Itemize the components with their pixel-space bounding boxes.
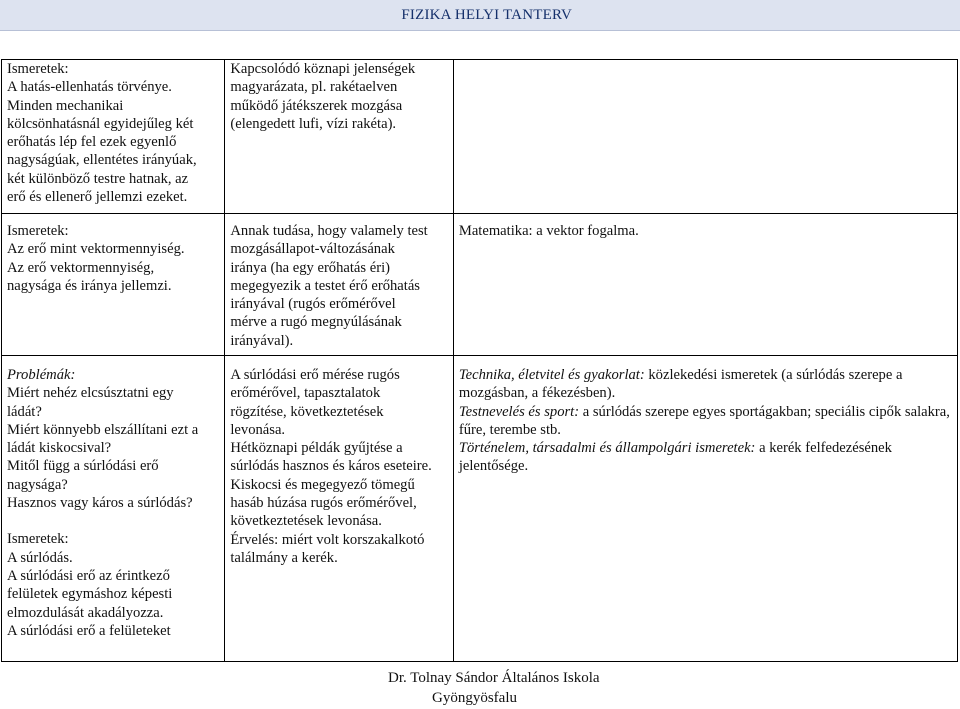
text-line: mérve a rugó megnyúlásának [230, 314, 402, 331]
text-line: A súrlódási erő mérése rugós [230, 367, 400, 383]
subject-text: a súrlódás szerepe egyes sportágakban; speciális cipők salakra, fűre, terembe stb. [458, 403, 950, 438]
section-label: Ismeretek: [7, 61, 69, 77]
text-line: irányával). [230, 332, 294, 349]
text-line: iránya (ha egy erőhatás éri) [230, 259, 390, 276]
text-line: erő és ellenerő jellemzi ezeket. [7, 189, 188, 206]
text-line: A súrlódási erő az érintkező [7, 567, 170, 584]
text-line: találmány a kerék. [230, 549, 338, 566]
curriculum-table [1, 59, 958, 662]
activities-cell [225, 214, 453, 356]
text-line: Érvelés: miért volt korszakalkotó [230, 531, 425, 548]
subject-name: Történelem, társadalmi és állampolgári ismeretek: [458, 440, 756, 457]
connections-cell [453, 60, 957, 214]
text-line: magyarázata, pl. rakétaelven [230, 79, 398, 96]
text-line: felületek egymáshoz képesti [7, 586, 173, 603]
text-line: ládát kiskocsival? [7, 440, 112, 457]
text-line: hasáb húzása rugós erőmérővel, [230, 495, 417, 512]
text-line: Minden mechanikai [7, 97, 124, 114]
section-label: Ismeretek: [7, 531, 69, 548]
connections-cell [453, 356, 957, 662]
cross-curricular-item [459, 403, 953, 440]
text-line: két különböző testre hatnak, az [7, 170, 189, 187]
text-line: Hétköznapi példák gyűjtése a [230, 440, 403, 457]
text-line: Annak tudása, hogy valamely test [230, 223, 428, 239]
document-title: FIZIKA HELYI TANTERV [401, 7, 572, 23]
cross-curricular-item [459, 439, 953, 476]
text-line: Az erő vektormennyiség, [7, 259, 155, 276]
activities-cell [225, 356, 453, 662]
text-line: levonása. [230, 421, 286, 438]
text-line: Kiskocsi és megegyező tömegű [230, 476, 415, 493]
text-line: nagysága? [7, 476, 68, 493]
text-line: Matematika: a vektor fogalma. [458, 223, 639, 239]
text-line: Miért nehéz elcsúsztatni egy [7, 385, 174, 402]
text-line: (elengedett lufi, vízi rakéta). [230, 115, 397, 132]
cross-curricular-item [459, 366, 953, 403]
text-line: mozgásállapot-változásának [230, 241, 395, 258]
table-row [2, 214, 958, 356]
text-line: működő játékszerek mozgása [230, 97, 403, 114]
problems-label: Problémák: [7, 367, 76, 383]
text-line: Kapcsolódó köznapi jelenségek [230, 61, 416, 77]
text-line: erőmérővel, tapasztalatok [230, 385, 381, 402]
text-line: Mitől függ a súrlódási erő [7, 458, 159, 475]
text-line: nagysága és iránya jellemzi. [7, 277, 172, 294]
school-name: Dr. Tolnay Sándor Általános Iskola [388, 670, 600, 686]
text-line: rögzítése, következtetések [230, 403, 384, 420]
section-label: Ismeretek: [7, 223, 69, 239]
table-row [2, 356, 958, 662]
subject-name: Testnevelés és sport: [458, 403, 580, 420]
subject-text: a kerék felfedezésének jelentősége. [458, 440, 892, 475]
text-line: A hatás-ellenhatás törvénye. [7, 79, 172, 96]
text-line: megegyezik a testet érő erőhatás [230, 277, 420, 294]
knowledge-cell [2, 214, 225, 356]
knowledge-cell [2, 60, 225, 214]
knowledge-block [7, 60, 220, 206]
text-line: irányával (rugós erőmérővel [230, 296, 396, 313]
text-line: súrlódás hasznos és káros eseteire. [230, 458, 432, 475]
text-line: nagyságúak, ellentétes irányúak, [7, 152, 197, 169]
text-line: Az erő mint vektormennyiség. [7, 241, 185, 258]
text-line: Hasznos vagy káros a súrlódás? [7, 495, 193, 512]
page-header [0, 0, 960, 31]
text-line: ládát? [7, 403, 42, 420]
text-line: erőhatás lép fel ezek egyenlő [7, 134, 177, 151]
text-line: A súrlódás. [7, 549, 73, 566]
knowledge-cell [2, 356, 225, 662]
text-line: A súrlódási erő a felületeket [7, 622, 171, 639]
subject-text: közlekedési ismeretek (a súrlódás szerepe a mozgásban, a fékezésben). [458, 367, 903, 402]
text-line: következtetések levonása. [230, 513, 382, 530]
text-line: kölcsönhatásnál egyidejűleg két [7, 115, 194, 132]
subject-name: Technika, életvitel és gyakorlat: [458, 367, 645, 383]
text-line: elmozdulását akadályozza. [7, 604, 164, 621]
activities-cell [225, 60, 453, 214]
connections-cell [453, 214, 957, 356]
school-city: Gyöngyösfalu [432, 690, 517, 706]
text-line: Miért könnyebb elszállítani ezt a [7, 421, 199, 438]
table-row [2, 60, 958, 214]
